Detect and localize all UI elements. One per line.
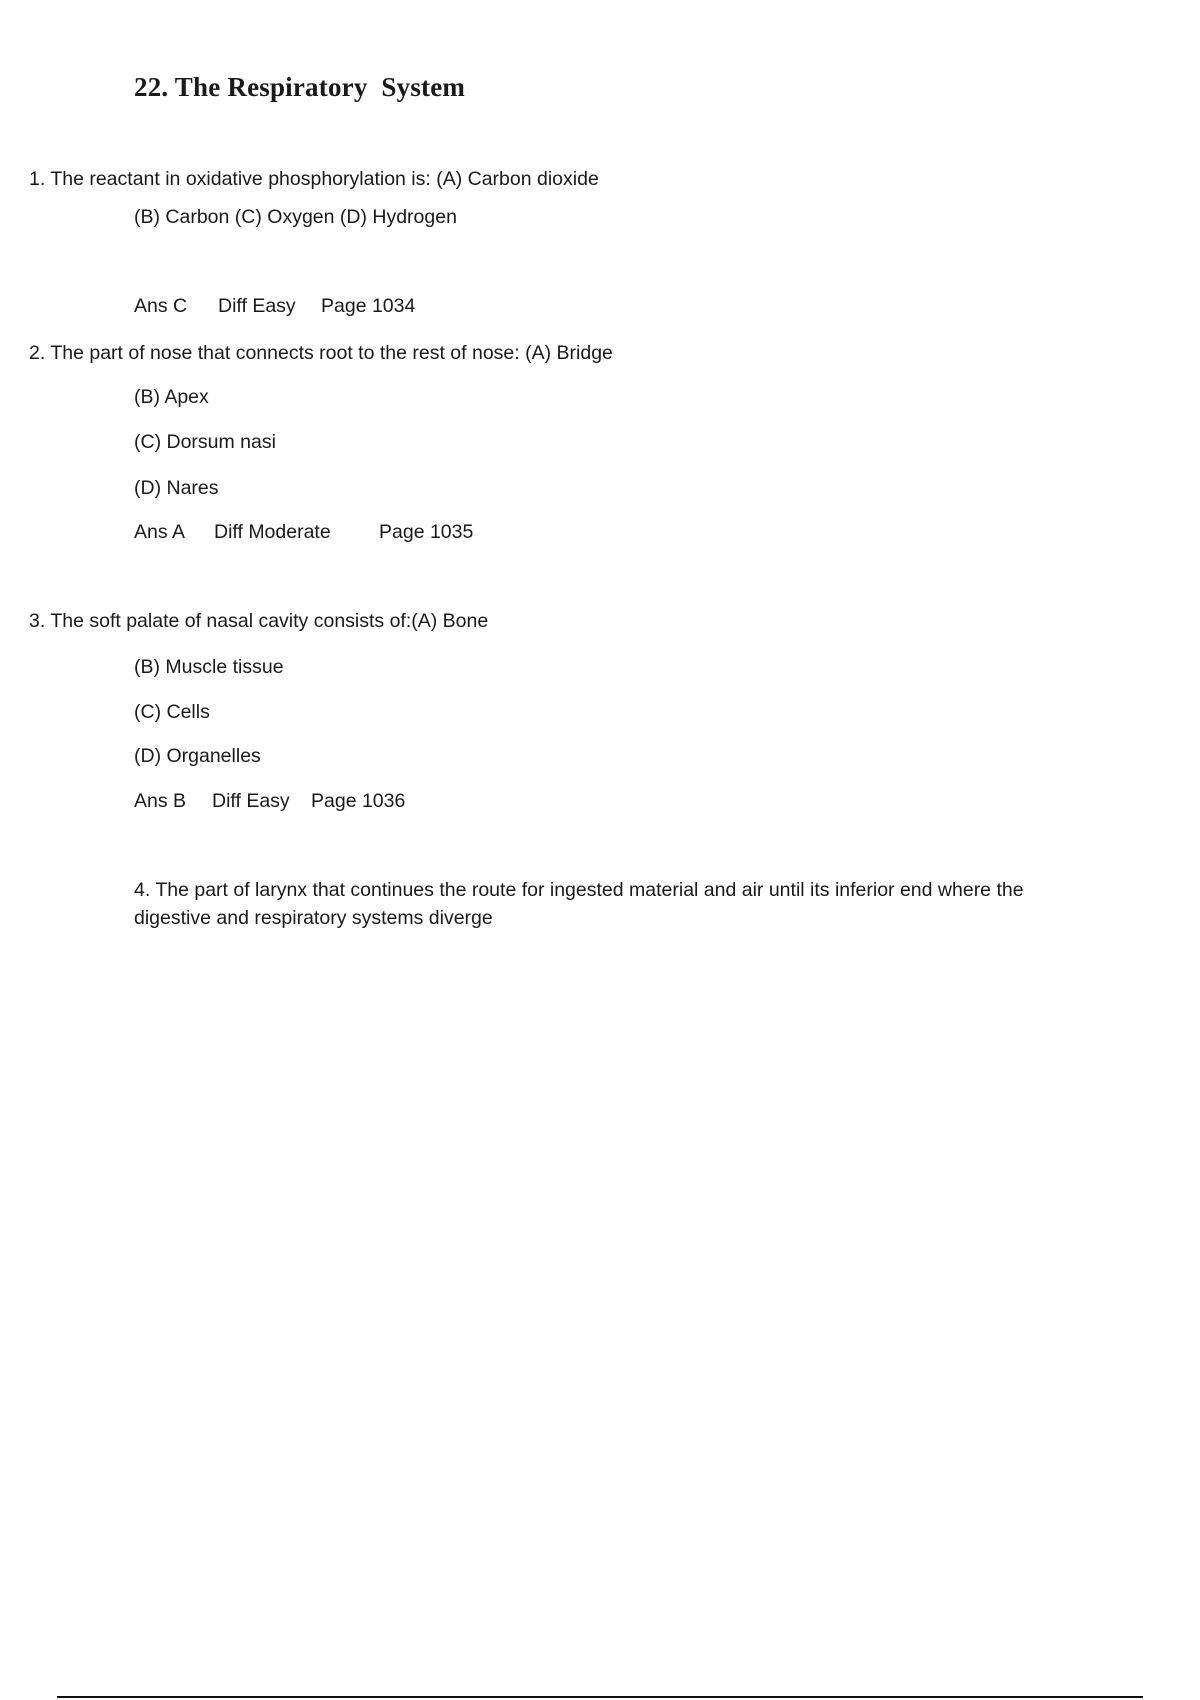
question-2-option-d: (D) Nares (134, 477, 219, 499)
question-3-option-b: (B) Muscle tissue (134, 656, 284, 678)
question-2-page: Page 1035 (379, 521, 474, 543)
question-1-answer: Ans C (134, 295, 188, 317)
question-3-difficulty: Diff Easy (212, 790, 290, 812)
question-2-difficulty: Diff Moderate (214, 521, 331, 543)
page-title: 22. The Respiratory System (134, 72, 466, 102)
question-3-option-c: (C) Cells (134, 701, 210, 723)
question-2-option-c: (C) Dorsum nasi (134, 431, 276, 453)
question-2-answer: Ans A (134, 521, 185, 543)
question-3-answer: Ans B (134, 790, 187, 812)
question-3-option-d: (D) Organelles (134, 745, 261, 767)
footer-rule (57, 1696, 1143, 1698)
question-2-option-b: (B) Apex (134, 386, 209, 408)
question-1-difficulty: Diff Easy (218, 295, 296, 317)
question-4-stem: 4. The part of larynx that continues the route for ingested material and air until its inferior end where the digestive and respiratory systems diverge (134, 879, 1024, 929)
question-3-stem: 3. The soft palate of nasal cavity consists of:(A) Bone (29, 610, 489, 632)
question-3-page: Page 1036 (311, 790, 406, 812)
question-1-options: (B) Carbon (C) Oxygen (D) Hydrogen (134, 206, 457, 228)
question-1-stem: 1. The reactant in oxidative phosphorylation is: (A) Carbon dioxide (29, 168, 599, 190)
question-1-page: Page 1034 (321, 295, 416, 317)
question-2-stem: 2. The part of nose that connects root to the rest of nose: (A) Bridge (29, 342, 613, 364)
